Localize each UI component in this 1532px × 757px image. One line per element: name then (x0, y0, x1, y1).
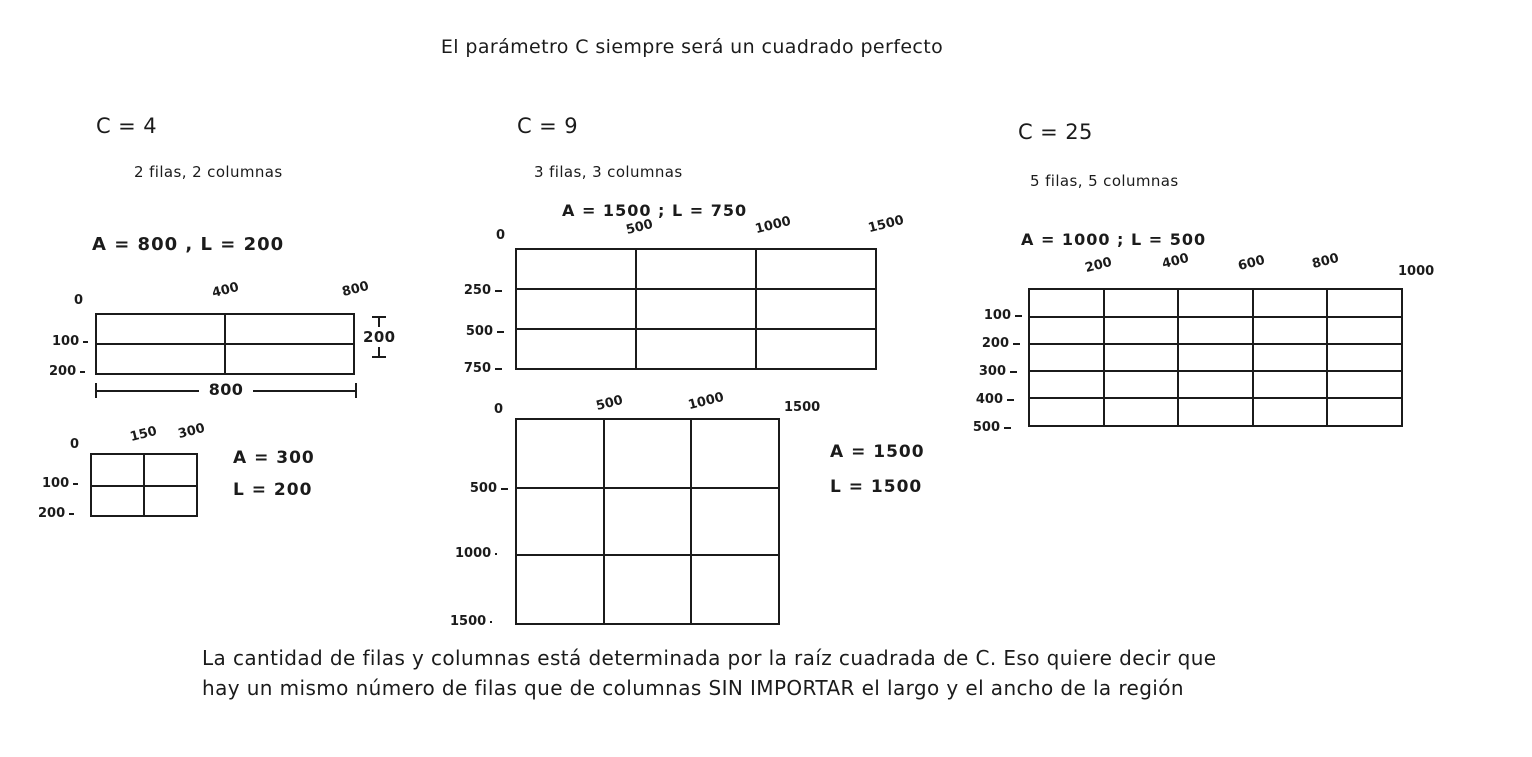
x-tick-label: 300 (176, 420, 207, 443)
x-tick-label: 1000 (753, 213, 793, 238)
grid-vline (1103, 290, 1105, 425)
width-dimension-bracket (95, 382, 357, 399)
x-tick-label: 0 (70, 437, 80, 452)
grid-c4-small (90, 453, 198, 517)
x-tick-label: 1000 (686, 389, 726, 414)
y-tick-label: 200 (38, 506, 74, 521)
grid-vline (1252, 290, 1254, 425)
grid-hline (1030, 397, 1401, 399)
grid-vline (690, 420, 692, 623)
grid-hline (517, 487, 778, 489)
x-tick-label: 800 (1310, 250, 1341, 273)
y-tick-label: 500 (464, 324, 504, 339)
panel-subtitle: 3 filas, 3 columnas (534, 163, 683, 181)
x-tick-label: 400 (210, 279, 241, 302)
bracket-stem (378, 347, 380, 356)
y-tick-label: 1000 (455, 546, 497, 561)
y-tick-label: 400 (974, 392, 1014, 407)
bracket-cap (372, 356, 386, 358)
x-tick-label: 600 (1236, 252, 1267, 275)
y-tick-label: 100 (982, 308, 1022, 323)
y-tick-label: 750 (462, 361, 502, 376)
c-value-label: C = 9 (517, 114, 578, 138)
y-tick-label: 300 (977, 364, 1017, 379)
y-tick-label: 500 (466, 481, 508, 496)
x-tick-label: 800 (340, 278, 371, 301)
grid-c9-wide (515, 248, 877, 370)
bracket-stem (378, 318, 380, 327)
area-param-label: A = 1500 (830, 442, 925, 462)
x-tick-label: 500 (624, 216, 655, 239)
y-tick-label: 500 (971, 420, 1011, 435)
x-tick-label: 1500 (784, 400, 821, 415)
x-tick-label: 1500 (866, 212, 906, 237)
c-value-label: C = 4 (96, 114, 157, 138)
footer-note-line1: La cantidad de filas y columnas está determinada por la raíz cuadrada de C. Eso quiere decir que (202, 646, 1217, 670)
grid-params-label: A = 800 , L = 200 (92, 234, 285, 255)
page-title: El parámetro C siempre será un cuadrado perfecto (440, 36, 944, 58)
grid-hline (92, 485, 196, 487)
x-tick-label: 1000 (1398, 264, 1435, 279)
y-tick-label: 250 (462, 283, 502, 298)
x-tick-label: 0 (74, 293, 84, 308)
grid-c9-square (515, 418, 780, 625)
bracket-line (97, 390, 199, 392)
x-tick-label: 400 (1160, 250, 1191, 273)
y-tick-label: 200 (49, 364, 85, 379)
x-tick-label: 0 (496, 228, 506, 243)
width-dimension-label: 800 (208, 380, 244, 399)
grid-params-label: A = 1000 ; L = 500 (1021, 230, 1207, 249)
grid-hline (517, 288, 875, 290)
area-param-label: A = 300 (233, 448, 315, 468)
grid-hline (1030, 316, 1401, 318)
x-tick-label: 500 (594, 392, 625, 415)
length-param-label: L = 200 (233, 480, 313, 500)
bracket-line (253, 390, 355, 392)
x-tick-label: 150 (128, 423, 159, 446)
grid-vline (603, 420, 605, 623)
grid-hline (1030, 343, 1401, 345)
footer-note-line2: hay un mismo número de filas que de columnas SIN IMPORTAR el largo y el ancho de la región (202, 676, 1184, 700)
y-tick-label: 200 (980, 336, 1020, 351)
grid-c4-wide (95, 313, 355, 375)
panel-subtitle: 5 filas, 5 columnas (1030, 172, 1179, 190)
grid-vline (1177, 290, 1179, 425)
y-tick-label: 100 (52, 334, 88, 349)
bracket-cap (355, 383, 357, 398)
grid-hline (517, 554, 778, 556)
grid-hline (1030, 370, 1401, 372)
height-dimension-label: 200 (363, 328, 396, 346)
length-param-label: L = 1500 (830, 477, 923, 497)
y-tick-label: 1500 (450, 614, 492, 629)
grid-params-label: A = 1500 ; L = 750 (562, 201, 748, 220)
grid-c25 (1028, 288, 1403, 427)
grid-vline (755, 250, 757, 368)
c-value-label: C = 25 (1018, 120, 1093, 144)
grid-hline (97, 343, 353, 345)
x-tick-label: 200 (1083, 254, 1114, 277)
grid-hline (517, 328, 875, 330)
panel-subtitle: 2 filas, 2 columnas (134, 163, 283, 181)
x-tick-label: 0 (494, 402, 504, 417)
grid-vline (1326, 290, 1328, 425)
y-tick-label: 100 (42, 476, 78, 491)
grid-vline (635, 250, 637, 368)
height-dimension-bracket (363, 316, 396, 378)
